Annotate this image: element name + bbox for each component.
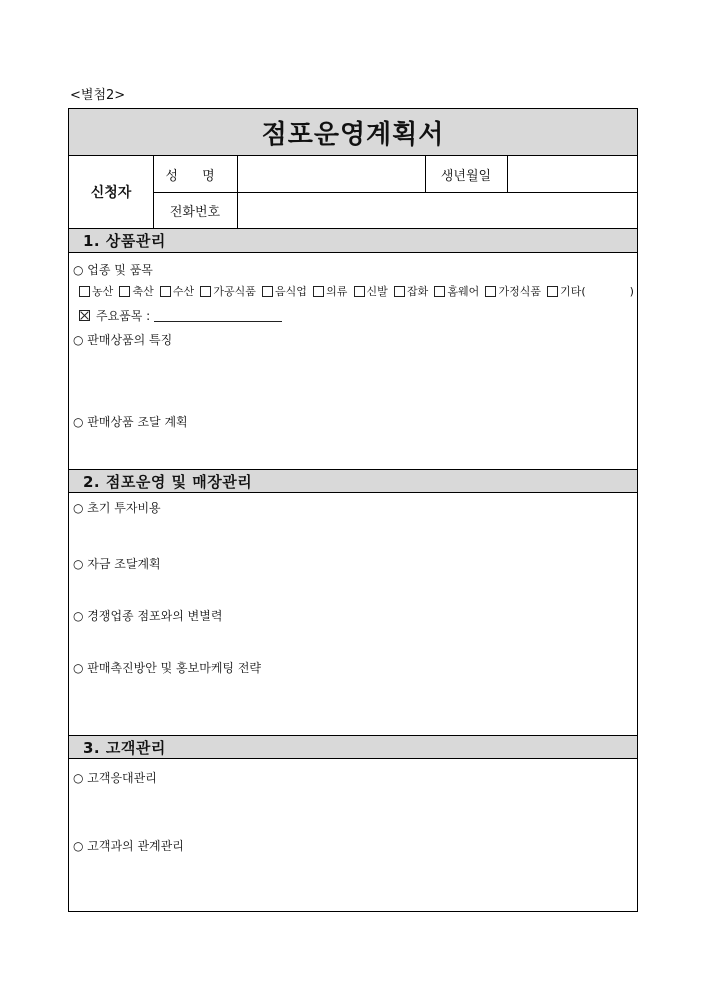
category-checkbox[interactable]: 농산 bbox=[79, 283, 113, 299]
category-checkbox[interactable]: 수산 bbox=[160, 283, 194, 299]
main-items-label: 주요품목 : bbox=[96, 309, 151, 323]
section3-item: ○ 고객응대관리 bbox=[73, 771, 157, 785]
category-list bbox=[79, 283, 634, 299]
applicant-table bbox=[69, 156, 637, 229]
section3-body bbox=[69, 759, 637, 911]
category-checkbox[interactable]: 가공식품 bbox=[200, 283, 256, 299]
section2-item: ○ 자금 조달계획 bbox=[73, 557, 161, 571]
section3-item: ○ 고객과의 관계관리 bbox=[73, 839, 184, 853]
section2-item: ○ 초기 투자비용 bbox=[73, 501, 161, 515]
main-items-field[interactable] bbox=[154, 321, 282, 322]
category-checkbox[interactable]: 음식업 bbox=[262, 283, 307, 299]
form-title: 점포운영계획서 bbox=[69, 109, 637, 156]
procurement-label: ○ 판매상품 조달 계획 bbox=[73, 415, 188, 429]
business-type-label: ○ 업종 및 품목 bbox=[73, 263, 153, 277]
section1-heading: 1. 상품관리 bbox=[69, 229, 637, 253]
plan-form bbox=[68, 108, 638, 912]
category-checkbox[interactable]: 잡화 bbox=[394, 283, 428, 299]
phone-field[interactable] bbox=[237, 192, 637, 228]
section2-item: ○ 판매촉진방안 및 홍보마케팅 전략 bbox=[73, 661, 262, 675]
name-label: 성 명 bbox=[165, 168, 225, 184]
section2-body bbox=[69, 493, 637, 735]
category-checkbox[interactable]: 홈웨어 bbox=[434, 283, 479, 299]
attachment-label: <별첨2> bbox=[70, 88, 126, 103]
features-label: ○ 판매상품의 특징 bbox=[73, 333, 173, 347]
name-field[interactable] bbox=[237, 156, 425, 192]
section3-heading: 3. 고객관리 bbox=[69, 735, 637, 759]
category-checkbox-other[interactable]: 기타( ) bbox=[547, 283, 634, 299]
category-checkbox[interactable]: 의류 bbox=[313, 283, 347, 299]
main-items-row bbox=[79, 307, 282, 324]
phone-label: 전화번호 bbox=[169, 204, 221, 220]
category-checkbox[interactable]: 가정식품 bbox=[485, 283, 541, 299]
birth-field[interactable] bbox=[507, 156, 637, 192]
section2-heading: 2. 점포운영 및 매장관리 bbox=[69, 469, 637, 493]
section2-item: ○ 경쟁업종 점포와의 변별력 bbox=[73, 609, 223, 623]
birth-label: 생년월일 bbox=[440, 168, 492, 184]
category-checkbox[interactable]: 신발 bbox=[354, 283, 388, 299]
applicant-label: 신청자 bbox=[90, 185, 132, 201]
section1-body bbox=[69, 253, 637, 469]
checked-box-icon bbox=[79, 310, 90, 321]
category-checkbox[interactable]: 축산 bbox=[119, 283, 153, 299]
